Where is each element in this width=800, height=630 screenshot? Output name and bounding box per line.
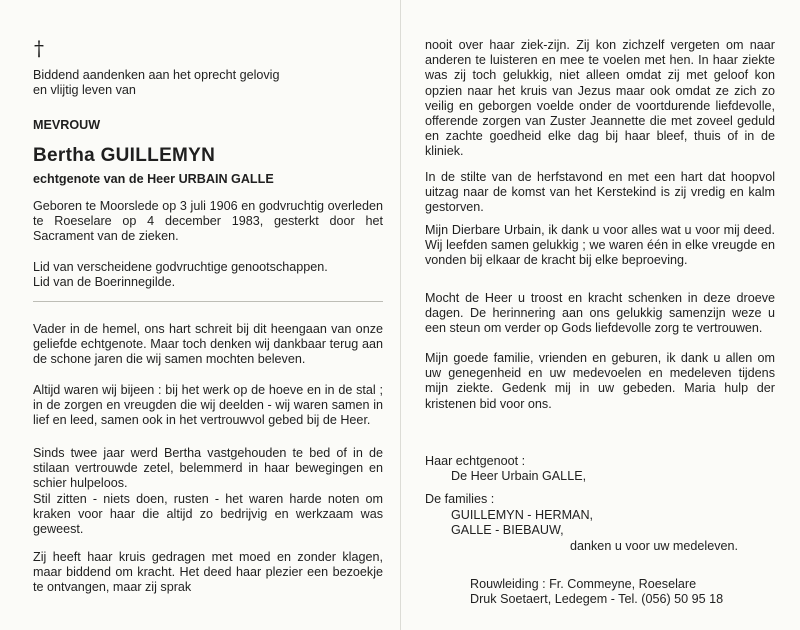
printer-line: Druk Soetaert, Ledegem - Tel. (056) 50 95 18: [470, 592, 724, 606]
deceased-name: [33, 145, 215, 167]
paragraph: Mijn Dierbare Urbain, ik dank u voor alles wat u voor mij deed. Wij leefden samen gelukkig ; we waren één in elke vreugde en vonden bij elkaar de kracht bij elke beproeving.: [425, 223, 775, 268]
funeral-director: Rouwleiding : Fr. Commeyne, Roeselare: [470, 577, 697, 591]
intro-line: Biddend aandenken aan het oprecht gelovig: [33, 68, 280, 82]
families-label: De families :: [425, 492, 495, 506]
memberships: [33, 260, 383, 290]
husband-label: Haar echtgenoot :: [425, 454, 526, 468]
paragraph: Mijn goede familie, vrienden en geburen, ik dank u allen om uw genegenheid en uw medevoelen en medeleven tijdens mijn ziekte. Gedenk mij in uw gebeden. Maria hulp der kristenen bid voor ons.: [425, 351, 775, 411]
first-name: Bertha: [33, 145, 95, 166]
intro-text: [33, 68, 383, 98]
last-name: GUILLEMYN: [100, 145, 216, 166]
husband-name: De Heer Urbain GALLE,: [451, 469, 587, 483]
paragraph: Mocht de Heer u troost en kracht schenken in deze droeve dagen. De herinnering aan ons gelukkig samenzijn weze u een steun om verder op Gods liefdevolle zorg te vertrouwen.: [425, 291, 775, 336]
paragraph: Altijd waren wij bijeen : bij het werk op de hoeve en in de stal ; in de zorgen en vreugden die wij deelden - wij waren samen in lief en leed, samen ook in het vertrouwvol gebed bij de Heer.: [33, 383, 383, 428]
honorific: MEVROUW: [33, 118, 101, 132]
spouse-line: echtgenote van de Heer URBAIN GALLE: [33, 172, 274, 186]
cross-icon: †: [34, 36, 44, 60]
separator: [33, 301, 383, 302]
birth-death-text: Geboren te Moorslede op 3 juli 1906 en godvruchtig overleden te Roeselare op 4 december 1983, gesterkt door het Sacrament van de zieken.: [33, 199, 383, 244]
paragraph: In de stilte van de herfstavond en met een hart dat hoopvol uitzag naar de komst van het Kerstekind is zij vredig en kalm gestorven.: [425, 170, 775, 215]
family-name: GUILLEMYN - HERMAN,: [451, 508, 594, 522]
membership-line: Lid van verscheidene godvruchtige genootschappen.: [33, 260, 328, 274]
paragraph: Zij heeft haar kruis gedragen met moed en zonder klagen, maar biddend om kracht. Het deed haar plezier een bezoekje te ontvangen, maar zij sprak: [33, 550, 383, 595]
paragraph: Sinds twee jaar werd Bertha vastgehouden te bed of in de stilaan vertrouwde zetel, belemmerd in haar bewegingen en schier hulpeloos.: [33, 446, 383, 491]
membership-line: Lid van de Boerinnegilde.: [33, 275, 176, 290]
paragraph: Vader in de hemel, ons hart schreit bij dit heengaan van onze geliefde echtgenote. Maar toch denken wij dankbaar terug aan de schone jaren die wij samen mochten beleven.: [33, 322, 383, 367]
paragraph: Stil zitten - niets doen, rusten - het waren harde noten om kraken voor haar die altijd zo bedrijvig en werkzaam was geweest.: [33, 492, 383, 537]
intro-line: en vlijtig leven van: [33, 83, 136, 98]
fold-line: [400, 0, 401, 630]
paragraph: nooit over haar ziek-zijn. Zij kon zichzelf vergeten om naar anderen te luisteren en mee te voelen met hen. In haar ziekte was zij toch gelukkig, niet alleen omdat zij met geloof kon opzien naar het kruis van Jezus maar ook omdat ze zich zo veilig en geborgen voelde onder de voortdurende liefdevolle, offerende zorgen van Zuster Jeannette die met zoveel geduld en zachte goedheid elke dag bij haar bleef, thuis of in de kliniek.: [425, 38, 775, 159]
thanks-line: danken u voor uw medeleven.: [570, 539, 739, 553]
family-name: GALLE - BIEBAUW,: [451, 523, 564, 537]
